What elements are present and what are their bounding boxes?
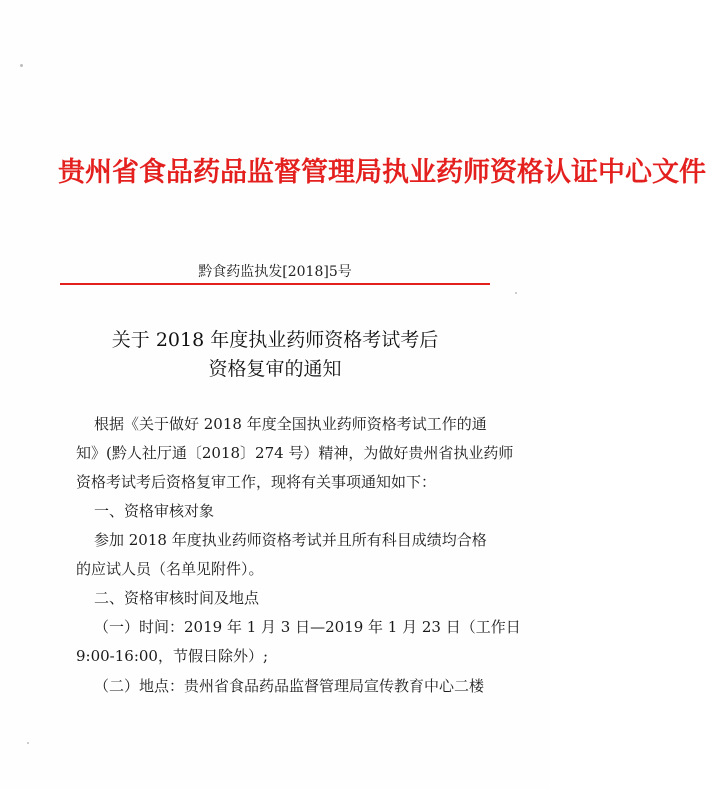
red-divider-line [60,283,490,285]
document-header-title: 贵州省食品药品监督管理局执业药师资格认证中心文件 [58,157,706,188]
intro-line-2: 知》(黔人社厅通〔2018〕274 号）精神，为做好贵州省执业药师 [76,444,514,462]
scan-speck [27,742,29,744]
document-title-line-1: 关于 2018 年度执业药师资格考试考后 [111,329,439,351]
section-2-item-2-line-1: （二）地点：贵州省食品药品监督管理局宣传教育中心二楼 [94,677,485,695]
scan-speck [515,292,517,294]
intro-line-1: 根据《关于做好 2018 年度全国执业药师资格考试工作的通 [94,415,487,433]
section-1-heading: 一、资格审核对象 [94,502,215,520]
document-number: 黔食药监执发[2018]5号 [198,264,352,280]
section-2-item-1-line-2: 9:00-16:00，节假日除外）; [76,647,269,665]
section-2-heading: 二、资格审核时间及地点 [94,589,260,607]
document-title-line-2: 资格复审的通知 [208,358,342,380]
section-1-line-1: 参加 2018 年度执业药师资格考试并且所有科目成绩均合格 [94,531,487,549]
section-1-line-2: 的应试人员（名单见附件）。 [76,560,264,578]
section-2-item-1-line-1: （一）时间：2019 年 1 月 3 日—2019 年 1 月 23 日（工作日 [94,618,521,636]
intro-line-3: 资格考试考后资格复审工作，现将有关事项通知如下： [76,473,437,491]
scan-speck [20,64,23,67]
